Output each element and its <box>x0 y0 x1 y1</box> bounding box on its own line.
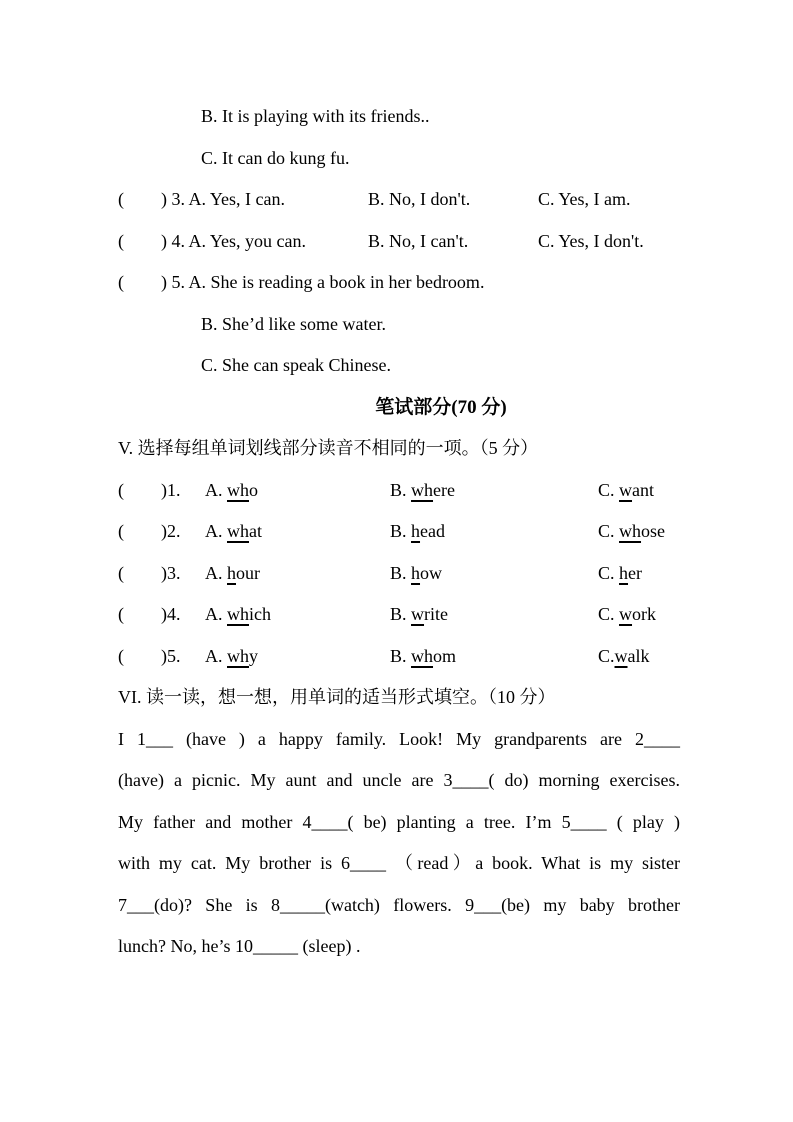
cloze-line-3: My father and mother 4____( be) planting a tree. I’m 5____ ( play ) <box>118 811 680 832</box>
cloze-line-1: I 1___ (have ) a happy family. Look! My grandparents are 2____ <box>118 728 680 749</box>
listening-option-b: B. It is playing with its friends.. <box>201 106 430 126</box>
option-label: C. <box>598 521 620 541</box>
option-label: A. <box>205 645 227 666</box>
word-post: rite <box>424 604 449 624</box>
option-label: C. <box>598 604 620 624</box>
row-number: )4. <box>161 604 181 624</box>
written-section-heading: 笔试部分(70 分) <box>375 396 507 418</box>
question-text: ) 5. A. She is reading a book in her bedroom. <box>161 272 485 292</box>
cloze-line-2: (have) a picnic. My aunt and uncle are 3____( do) morning exercises. <box>118 770 680 790</box>
phonics-row-2 <box>118 511 680 553</box>
cloze-line-4: with my cat. My brother is 6____ （read）a book. What is my sister <box>118 853 680 873</box>
word-post: ow <box>420 562 443 583</box>
underlined-letters: h <box>411 521 421 541</box>
answer-paren-open: ( <box>118 230 124 251</box>
phonics-row-1 <box>118 470 680 512</box>
answer-blank <box>118 594 205 636</box>
row-number: )5. <box>161 645 181 666</box>
option-c: C. Yes, I don't. <box>538 230 644 251</box>
option-b: B. No, I can't. <box>368 230 469 251</box>
option-b <box>390 636 598 678</box>
word-post: y <box>249 645 258 666</box>
underlined-letters: w <box>411 604 425 624</box>
listening-q5-row <box>118 262 680 304</box>
underlined-letters: wh <box>227 521 249 541</box>
cloze-line-6: lunch? No, he’s 10_____ (sleep) . <box>118 936 361 956</box>
phonics-row-4 <box>118 594 680 636</box>
option-c <box>598 553 680 595</box>
underlined-letters: w <box>619 479 633 500</box>
answer-blank <box>118 470 205 512</box>
phonics-row-3 <box>118 553 680 595</box>
word-post: er <box>628 562 642 583</box>
option-b <box>390 553 598 595</box>
answer-blank <box>118 511 205 553</box>
option-a <box>205 636 390 678</box>
option-b: B. No, I don't. <box>368 189 471 209</box>
underlined-letters: wh <box>411 645 434 666</box>
row-number: )2. <box>161 521 181 541</box>
underlined-letters: wh <box>619 521 642 541</box>
option-a <box>205 511 390 553</box>
underlined-letters: h <box>411 562 421 583</box>
word-post: our <box>236 562 260 583</box>
option-label: C. <box>598 479 620 500</box>
underlined-letters: h <box>619 562 629 583</box>
word-post: o <box>249 479 258 500</box>
question-text: ) 3. A. Yes, I can. <box>161 189 285 209</box>
listening-option-c: C. It can do kung fu. <box>201 147 350 168</box>
option-a <box>205 553 390 595</box>
listening-q5-option-c: C. She can speak Chinese. <box>201 355 391 375</box>
section-v-title: V. 选择每组单词划线部分读音不相同的一项。（5 分） <box>118 438 539 458</box>
option-c <box>598 594 680 636</box>
underlined-letters: wh <box>411 479 434 500</box>
listening-q3-row <box>118 179 680 221</box>
underlined-letters: w <box>614 645 628 666</box>
option-label: A. <box>205 562 227 583</box>
word-post: ich <box>249 604 271 624</box>
underlined-letters: wh <box>227 479 249 500</box>
answer-blank <box>118 636 205 678</box>
word-post: at <box>249 521 262 541</box>
option-a <box>205 594 390 636</box>
option-b <box>390 470 598 512</box>
option-label: C. <box>598 645 615 666</box>
row-number: )3. <box>161 562 181 583</box>
option-label: A. <box>205 521 227 541</box>
underlined-letters: wh <box>227 604 249 624</box>
question-stem <box>118 221 368 263</box>
answer-paren-open: ( <box>118 521 124 541</box>
underlined-letters: wh <box>227 645 249 666</box>
row-number: )1. <box>161 479 181 500</box>
option-b <box>390 511 598 553</box>
option-label: B. <box>390 479 412 500</box>
word-post: ork <box>632 604 657 624</box>
answer-paren-open: ( <box>118 189 124 209</box>
answer-paren-open: ( <box>118 645 124 666</box>
answer-blank <box>118 553 205 595</box>
answer-paren-open: ( <box>118 562 124 583</box>
word-post: ead <box>420 521 445 541</box>
phonics-row-5 <box>118 636 680 678</box>
question-text: ) 4. A. Yes, you can. <box>161 230 307 251</box>
question-stem <box>118 179 368 221</box>
option-c: C. Yes, I am. <box>538 189 631 209</box>
underlined-letters: w <box>619 604 633 624</box>
document-content <box>118 96 680 968</box>
word-post: alk <box>627 645 650 666</box>
listening-q5-option-b: B. She’d like some water. <box>201 313 386 334</box>
option-label: B. <box>390 562 412 583</box>
listening-q4-row <box>118 221 680 263</box>
option-label: B. <box>390 645 412 666</box>
word-post: ose <box>641 521 666 541</box>
section-vi-title: VI. 读一读，想一想，用单词的适当形式填空。（10 分） <box>118 687 556 707</box>
option-label: C. <box>598 562 620 583</box>
option-label: A. <box>205 479 227 500</box>
answer-paren-open: ( <box>118 604 124 624</box>
answer-paren-open: ( <box>118 272 124 292</box>
option-label: B. <box>390 521 412 541</box>
option-b <box>390 594 598 636</box>
underlined-letters: h <box>227 562 236 583</box>
option-c <box>598 636 680 678</box>
option-a <box>205 470 390 512</box>
cloze-line-5: 7___(do)? She is 8_____(watch) flowers. 9___(be) my baby brother <box>118 894 680 915</box>
option-c <box>598 511 680 553</box>
option-label: A. <box>205 604 227 624</box>
word-post: ere <box>433 479 455 500</box>
option-label: B. <box>390 604 412 624</box>
word-post: om <box>433 645 457 666</box>
word-post: ant <box>632 479 655 500</box>
answer-paren-open: ( <box>118 479 124 500</box>
option-c <box>598 470 680 512</box>
